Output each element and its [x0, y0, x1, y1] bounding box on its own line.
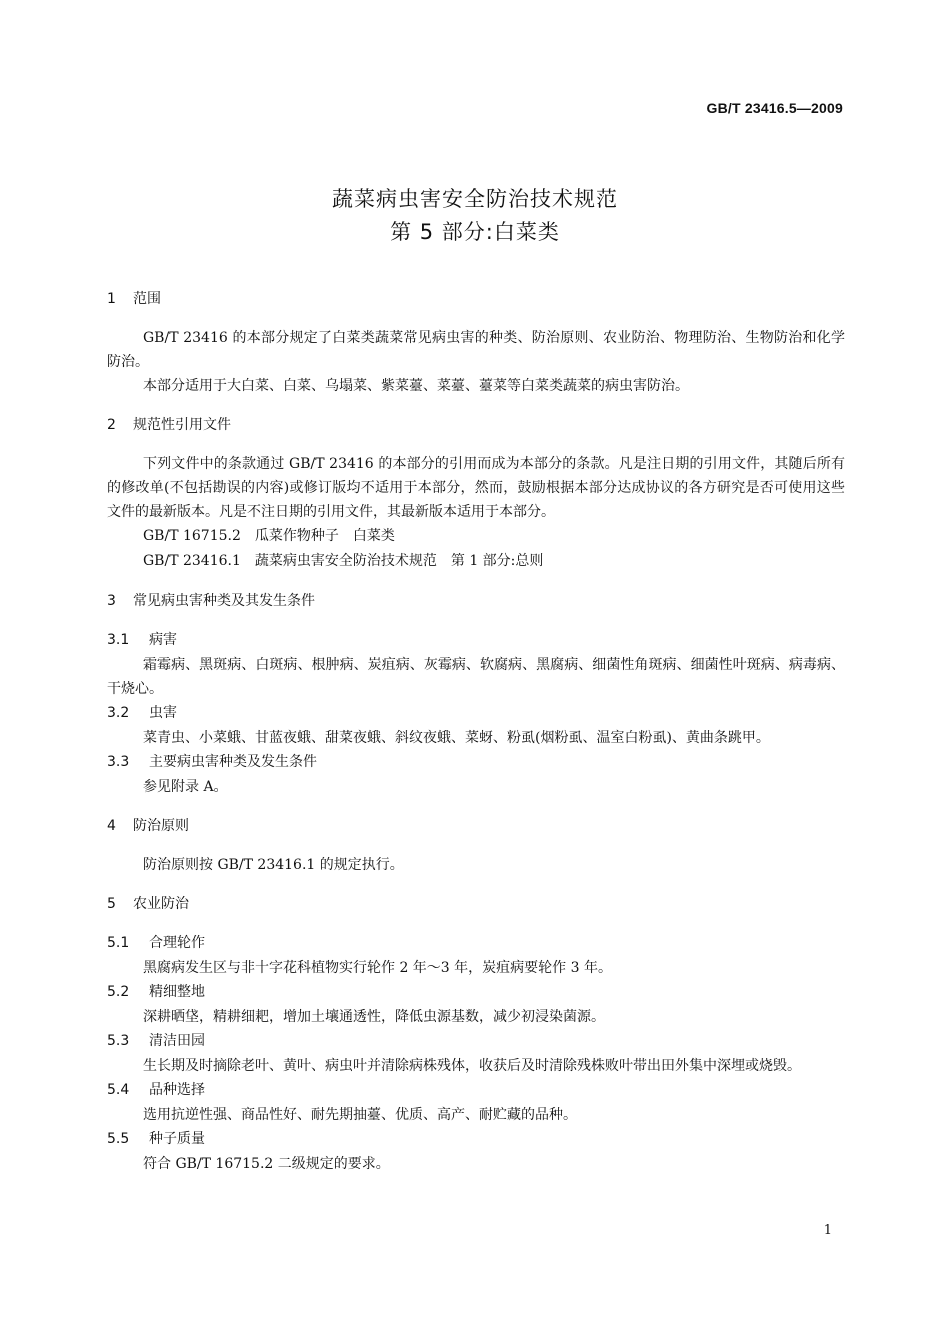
subsection-3-3-text: 参见附录 A。	[143, 779, 228, 795]
page-number: 1	[823, 1223, 832, 1238]
document-title: 蔬菜病虫害安全防治技术规范	[332, 187, 618, 211]
section-4-text: 防治原则按 GB/T 23416.1 的规定执行。	[143, 857, 404, 873]
section-title: 范围	[133, 291, 161, 307]
subsection-title: 合理轮作	[149, 935, 205, 951]
section-1-paragraph-2: 本部分适用于大白菜、白菜、乌塌菜、紫菜薹、菜薹、薹菜等白菜类蔬菜的病虫害防治。	[143, 378, 689, 394]
section-title: 农业防治	[133, 896, 189, 912]
standard-number: GB/T 23416.5—2009	[706, 100, 843, 116]
subsection-number: 3.3	[107, 754, 130, 770]
section-number: 4	[107, 818, 116, 834]
section-5-heading	[107, 889, 845, 919]
section-2-heading	[107, 410, 845, 440]
subsection-5-3-heading	[107, 1029, 845, 1054]
subsection-title: 虫害	[149, 705, 177, 721]
subsection-number: 5.1	[107, 935, 130, 951]
subsection-title: 精细整地	[149, 984, 205, 1000]
document-subtitle: 第 5 部分:白菜类	[390, 220, 560, 244]
document-body	[107, 284, 845, 1176]
subsection-5-5-heading	[107, 1127, 845, 1152]
section-4-heading	[107, 811, 845, 841]
subsection-title: 种子质量	[149, 1131, 205, 1147]
section-3-heading	[107, 586, 845, 616]
subsection-3-1-heading	[107, 628, 845, 653]
subsection-number: 5.3	[107, 1033, 130, 1049]
section-title: 规范性引用文件	[133, 417, 231, 433]
subsection-5-1-text: 黑腐病发生区与非十字花科植物实行轮作 2 年～3 年，炭疽病要轮作 3 年。	[143, 960, 612, 976]
section-1-paragraph-1: GB/T 23416 的本部分规定了白菜类蔬菜常见病虫害的种类、防治原则、农业防治、物理防治、生物防治和化学防治。	[107, 330, 845, 370]
subsection-5-3-text: 生长期及时摘除老叶、黄叶、病虫叶并清除病株残体，收获后及时清除残株败叶带出田外集中深埋或烧毁。	[143, 1058, 801, 1074]
subsection-title: 品种选择	[149, 1082, 205, 1098]
subsection-title: 病害	[149, 632, 177, 648]
section-number: 2	[107, 417, 116, 433]
reference-item: GB/T 16715.2 瓜菜作物种子 白菜类	[143, 528, 395, 544]
section-title: 防治原则	[133, 818, 189, 834]
subsection-5-5-text: 符合 GB/T 16715.2 二级规定的要求。	[143, 1156, 390, 1172]
subsection-3-2-heading	[107, 701, 845, 726]
section-2-paragraph-1: 下列文件中的条款通过 GB/T 23416 的本部分的引用而成为本部分的条款。凡是注日期的引用文件，其随后所有的修改单(不包括勘误的内容)或修订版均不适用于本部分，然而，鼓励根据本部分达成协议的各方研究是否可使用这些文件的最新版本。凡是不注日期的引用文件，其最新版本适用于本部分。	[107, 456, 845, 520]
subsection-number: 5.4	[107, 1082, 130, 1098]
section-1-heading	[107, 284, 845, 314]
reference-item: GB/T 23416.1 蔬菜病虫害安全防治技术规范 第 1 部分:总则	[143, 553, 544, 569]
subsection-5-4-heading	[107, 1078, 845, 1103]
subsection-title: 清洁田园	[149, 1033, 205, 1049]
subsection-3-2-text: 菜青虫、小菜蛾、甘蓝夜蛾、甜菜夜蛾、斜纹夜蛾、菜蚜、粉虱(烟粉虱、温室白粉虱)、黄曲条跳甲。	[143, 730, 770, 746]
subsection-number: 5.2	[107, 984, 130, 1000]
section-title: 常见病虫害种类及其发生条件	[133, 593, 315, 609]
section-number: 3	[107, 593, 116, 609]
subsection-number: 3.1	[107, 632, 130, 648]
subsection-5-2-heading	[107, 980, 845, 1005]
subsection-number: 5.5	[107, 1131, 130, 1147]
subsection-5-1-heading	[107, 931, 845, 956]
subsection-3-1-text: 霜霉病、黑斑病、白斑病、根肿病、炭疽病、灰霉病、软腐病、黑腐病、细菌性角斑病、细菌性叶斑病、病毒病、干烧心。	[107, 657, 845, 697]
subsection-5-2-text: 深耕晒垡，精耕细耙，增加土壤通透性，降低虫源基数，减少初浸染菌源。	[143, 1009, 605, 1025]
subsection-3-3-heading	[107, 750, 845, 775]
section-number: 5	[107, 896, 116, 912]
subsection-5-4-text: 选用抗逆性强、商品性好、耐先期抽薹、优质、高产、耐贮藏的品种。	[143, 1107, 577, 1123]
section-number: 1	[107, 291, 116, 307]
subsection-number: 3.2	[107, 705, 130, 721]
subsection-title: 主要病虫害种类及发生条件	[149, 754, 317, 770]
